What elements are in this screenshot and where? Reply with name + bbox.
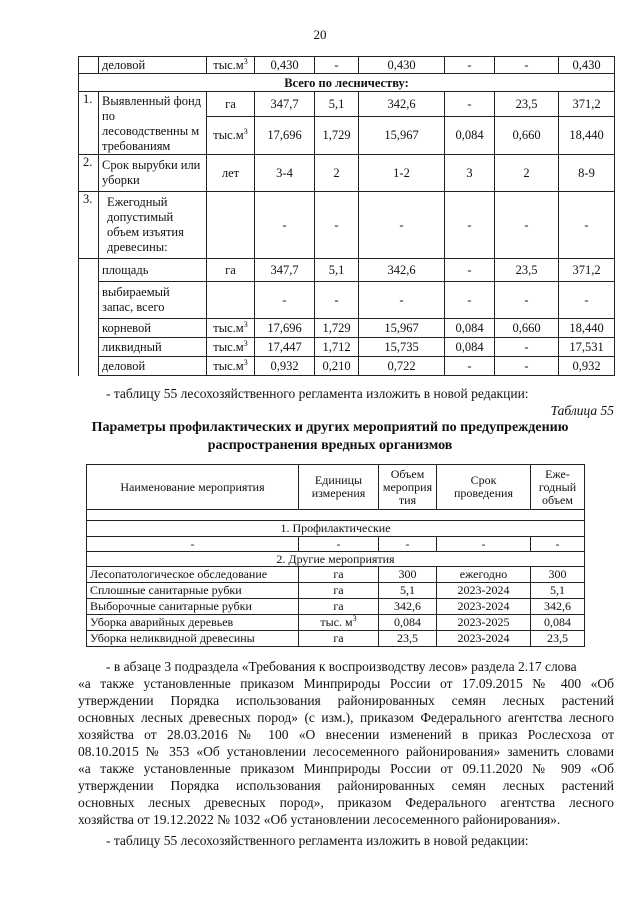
value-cell: - [495,338,559,357]
value-cell: 0,084 [445,319,495,338]
table-row [79,92,615,117]
body-line: основных лесных древесных пород» (с изм.), приказом Федерального агентства лесного [78,710,614,725]
table-row [87,583,585,599]
value-cell: - [495,192,559,259]
volume-cell: 300 [379,567,437,583]
value-cell: - [495,282,559,319]
body-line: 08.10.2015 № 353 «Об установлении лесосеменного районирования» заменить словами [78,744,614,759]
value-cell: 0,430 [255,57,315,74]
row-number: 1. [79,92,99,155]
value-cell: 342,6 [359,259,445,282]
instruction-text-1: - таблицу 55 лесохозяйственного регламента изложить в новой редакции: [106,386,529,401]
value-cell: 2 [315,155,359,192]
section-row [87,552,585,567]
value-cell: 5,1 [315,92,359,117]
column-header: Единицы измерения [299,465,379,510]
value-cell: 3-4 [255,155,315,192]
measure-name: Уборка аварийных деревьев [87,615,299,631]
row-name: ликвидный [99,338,207,357]
value-cell: 17,447 [255,338,315,357]
row-number [79,282,99,319]
annual-cell: 300 [531,567,585,583]
value-cell: 347,7 [255,92,315,117]
term-cell: 2023-2024 [437,599,531,615]
measure-name: Уборка неликвидной древесины [87,631,299,647]
value-cell: - [559,192,615,259]
table-row [87,567,585,583]
row-number [79,357,99,376]
prevention-measures-table [86,464,585,647]
table-row [87,537,585,552]
value-cell: 0,210 [315,357,359,376]
table-row [79,319,615,338]
unit-cell [207,192,255,259]
row-name: Срок вырубки или уборки [99,155,207,192]
value-cell: 1-2 [359,155,445,192]
value-cell: - [495,57,559,74]
table-row [87,631,585,647]
value-cell: - [379,537,437,552]
value-cell: 0,660 [495,319,559,338]
value-cell: 0,722 [359,357,445,376]
value-cell: - [445,192,495,259]
row-name: выбираемый запас, всего [99,282,207,319]
row-name: корневой [99,319,207,338]
value-cell: - [299,537,379,552]
table-row [87,599,585,615]
value-cell: 18,440 [559,319,615,338]
value-cell: - [315,57,359,74]
table-title-line-2: распространения вредных организмов [207,438,453,453]
term-cell: 2023-2025 [437,615,531,631]
table-row [79,192,615,259]
term-cell: 2023-2024 [437,631,531,647]
row-name: деловой [99,57,207,74]
term-cell: ежегодно [437,567,531,583]
body-line: утверждении Порядка использования районированных семян лесных растений [78,693,614,708]
value-cell: - [437,537,531,552]
annual-cell: 342,6 [531,599,585,615]
row-name: площадь [99,259,207,282]
header-row [87,465,585,510]
value-cell: 1,729 [315,319,359,338]
value-cell: - [445,357,495,376]
value-cell: 8-9 [559,155,615,192]
value-cell: - [359,192,445,259]
value-cell: 15,735 [359,338,445,357]
body-line: хозяйства от 19.12.2022 № 1032 «Об установлении лесосеменного районирования». [78,812,561,827]
section-header-row [79,74,615,92]
volume-cell: 5,1 [379,583,437,599]
unit-cell [207,282,255,319]
volume-cell: 23,5 [379,631,437,647]
value-cell: 15,967 [359,319,445,338]
unit-cell: га [207,92,255,117]
table-row [87,615,585,631]
value-cell: 18,440 [559,116,615,154]
value-cell: 17,696 [255,116,315,154]
value-cell: 1,729 [315,116,359,154]
measure-name: Выборочные санитарные рубки [87,599,299,615]
unit-cell: $тыс.м^3$ [207,57,255,74]
section-label: 1. Профилактические [87,521,585,537]
unit-cell: $тыс.м^3$ [207,338,255,357]
body-line: «а также установленные приказом Минприроды России от 09.11.2020 № 909 «Об [78,761,614,776]
value-cell: - [445,92,495,117]
column-header: Еже-годный объем [531,465,585,510]
value-cell: 15,967 [359,116,445,154]
unit-cell: $тыс.м^3$ [207,319,255,338]
row-number [79,338,99,357]
value-cell: 0,430 [359,57,445,74]
row-name: деловой [99,357,207,376]
value-cell: 0,084 [445,338,495,357]
unit-cell: лет [207,155,255,192]
table-title-line-1: Параметры профилактических и других мероприятий по предупреждению [91,420,569,435]
value-cell: - [445,57,495,74]
value-cell: - [559,282,615,319]
value-cell: - [87,537,299,552]
value-cell: 0,932 [559,357,615,376]
measure-name: Лесопатологическое обследование [87,567,299,583]
value-cell: 17,531 [559,338,615,357]
body-line: «а также установленные приказом Минприроды России от 17.09.2015 № 400 «Об [78,676,614,691]
value-cell: - [495,357,559,376]
section-row [87,521,585,537]
annual-cell: 5,1 [531,583,585,599]
row-number [79,319,99,338]
term-cell: 2023-2024 [437,583,531,599]
page-number: 20 [313,27,327,42]
volume-cell: 342,6 [379,599,437,615]
unit-cell: $тыс.м^3$ [207,357,255,376]
row-number: 2. [79,155,99,192]
column-header: Объем мероприя тия [379,465,437,510]
value-cell: - [255,192,315,259]
section-header: Всего по лесничеству: [79,74,615,92]
table-row [79,338,615,357]
value-cell: - [359,282,445,319]
value-cell: 23,5 [495,92,559,117]
table-row [79,357,615,376]
value-cell: - [445,282,495,319]
forestry-volume-table [78,56,615,376]
value-cell: 2 [495,155,559,192]
value-cell: 371,2 [559,259,615,282]
value-cell: 0,932 [255,357,315,376]
value-cell: - [255,282,315,319]
value-cell: 5,1 [315,259,359,282]
body-line: утверждении Порядка использования районированных семян лесных растений [78,778,614,793]
table-row [79,282,615,319]
table-label: Таблица 55 [550,403,614,418]
annual-cell: 23,5 [531,631,585,647]
unit-cell: га [299,631,379,647]
unit-cell: тыс. $м^3$ [299,615,379,631]
row-number: 3. [79,192,99,259]
row-name: Ежегодный допустимый объем изъятия древесины: [99,192,207,259]
unit-cell: $тыс.м^3$ [207,116,255,154]
value-cell: 342,6 [359,92,445,117]
column-header: Срок проведения [437,465,531,510]
section-label: 2. Другие мероприятия [87,552,585,567]
body-line: основных лесных древесных пород», приказом Федерального агентства лесного [78,795,614,810]
body-line: - в абзаце 3 подраздела «Требования к воспроизводству лесов» раздела 2.17 слова [106,659,577,674]
value-cell: 0,430 [559,57,615,74]
value-cell: 347,7 [255,259,315,282]
unit-cell: га [207,259,255,282]
body-line: хозяйства от 28.03.2016 № 100 «О внесении изменений в приказ Рослесхоза от [78,727,614,742]
value-cell: - [315,192,359,259]
table-row [79,259,615,282]
value-cell: - [445,259,495,282]
row-number [79,259,99,282]
value-cell: 371,2 [559,92,615,117]
value-cell: - [531,537,585,552]
volume-cell: 0,084 [379,615,437,631]
value-cell: 1,712 [315,338,359,357]
unit-cell: га [299,599,379,615]
value-cell: 23,5 [495,259,559,282]
value-cell: 17,696 [255,319,315,338]
column-header: Наименование мероприятия [87,465,299,510]
body-line: - таблицу 55 лесохозяйственного регламента изложить в новой редакции: [106,833,529,848]
unit-cell: га [299,567,379,583]
value-cell: - [315,282,359,319]
table-row [79,155,615,192]
annual-cell: 0,084 [531,615,585,631]
unit-cell: га [299,583,379,599]
table-row [79,57,615,74]
row-name: Выявленный фонд по лесоводственны м требованиям [99,92,207,155]
measure-name: Сплошные санитарные рубки [87,583,299,599]
value-cell: 0,660 [495,116,559,154]
value-cell: 3 [445,155,495,192]
value-cell: 0,084 [445,116,495,154]
